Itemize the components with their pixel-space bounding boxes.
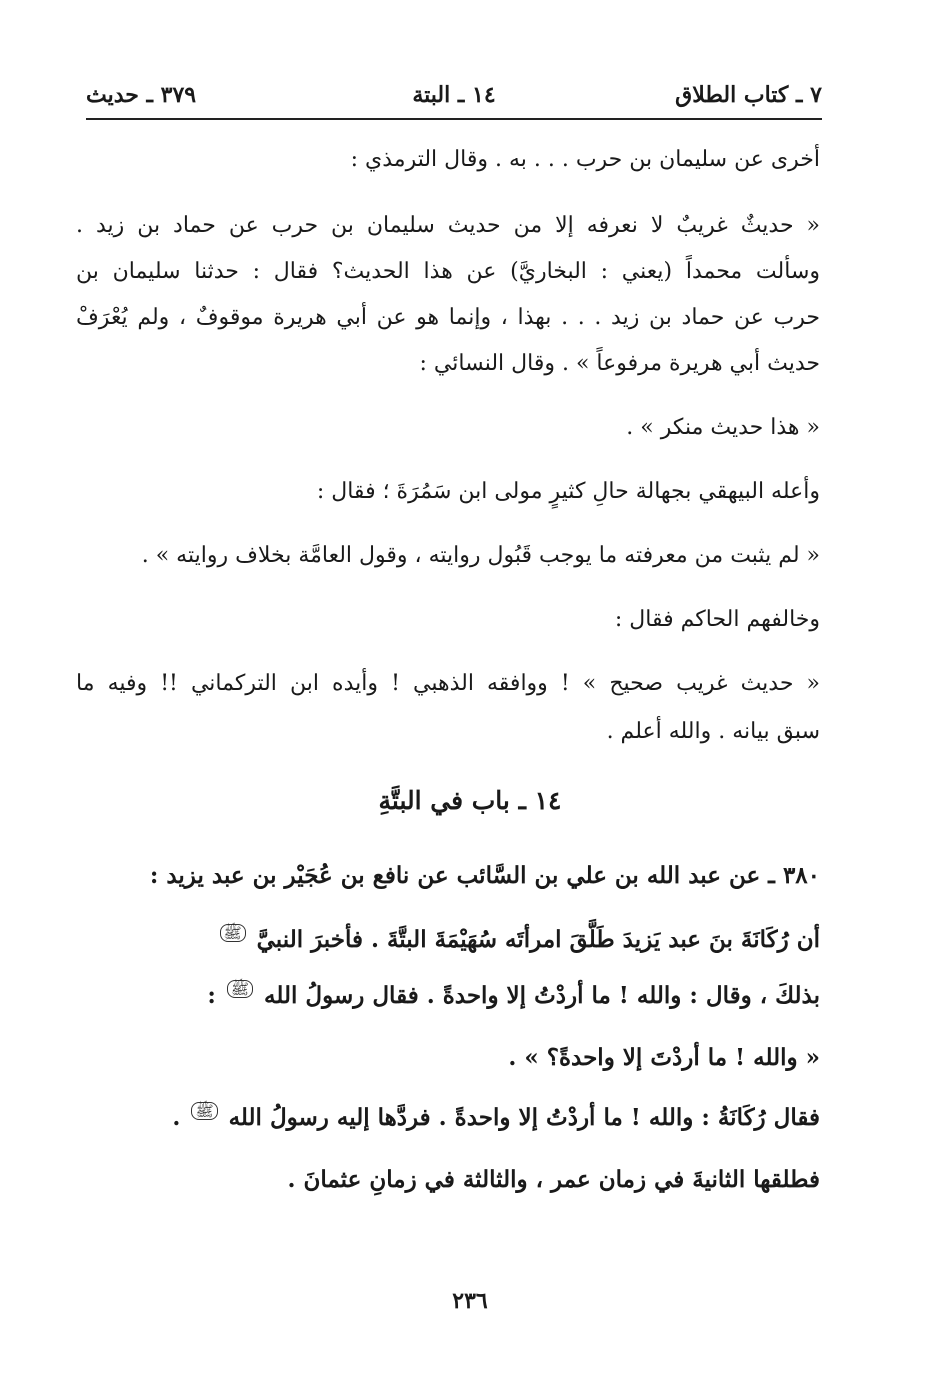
salla-glyph-icon: ﷺ	[220, 924, 246, 942]
body-line: حديث أبي هريرة مرفوعاً » . وقال النسائي :	[419, 351, 820, 376]
body-line: « حديثٌ غريبٌ لا نعرفه إلا من حديث سليمان بن حرب عن حماد بن زيد .	[76, 213, 821, 238]
body-line: وأعله البيهقي بجهالة حالِ كثيرٍ مولى ابن سَمُرَةَ ؛ فقال :	[316, 479, 820, 504]
hadith-text-end: :	[207, 982, 216, 1009]
hadith-line	[76, 922, 820, 958]
body-line: وسألت محمداً (يعني : البخاريَّ) عن هذا الحديث؟ فقال : حدثنا سليمان بن	[76, 259, 820, 284]
hadith-text: أن رُكَانَةَ بنَ عبد يَزيدَ طَلَّقَ امرأتَه سُهَيْمَةَ البتَّةَ . فأخبرَ النبيَّ	[256, 926, 820, 953]
running-header	[86, 74, 822, 114]
salla-glyph-icon: ﷺ	[227, 980, 253, 998]
body-line: أخرى عن سليمان بن حرب . . . به . وقال الترمذي :	[350, 147, 820, 172]
hadith-text-end: .	[172, 1104, 181, 1131]
body-line: حرب عن حماد بن زيد . . . بهذا ، وإنما هو عن أبي هريرة موقوفٌ ، ولم يُعْرَفْ	[76, 305, 820, 330]
body-line: وخالفهم الحاكم فقال :	[614, 607, 820, 632]
page-number: ٢٣٦	[452, 1288, 488, 1314]
hadith-line	[76, 978, 820, 1014]
hadith-line	[76, 1100, 820, 1136]
hadith-line: ٣٨٠ ـ عن عبد الله بن علي بن السَّائب عن نافع بن عُجَيْر بن عبد يزيد :	[149, 862, 820, 889]
header-chapter: ٧ ـ كتاب الطلاق	[675, 82, 822, 108]
quote-line: « هذا حديث منكر » .	[626, 415, 820, 440]
hadith-line: فطلقها الثانيةَ في زمان عمر ، والثالثة في زمانِ عثمانَ .	[287, 1166, 820, 1193]
header-rule	[86, 118, 822, 120]
salla-glyph-icon: ﷺ	[191, 1102, 217, 1120]
hadith-line: « والله ! ما أردْتَ إلا واحدةً؟ » .	[508, 1044, 820, 1071]
body-line: سبق بيانه . والله أعلم .	[606, 719, 820, 744]
hadith-text: بذلكَ ، وقال : والله ! ما أردْتُ إلا واحدةً . فقال رسولُ الله	[264, 982, 820, 1009]
header-hadith-number: ٣٧٩ ـ حديث	[86, 82, 197, 108]
header-section: ١٤ ـ البتة	[412, 82, 496, 108]
body-line: « حديث غريب صحيح » ! ووافقه الذهبي ! وأيده ابن التركماني !! وفيه ما	[76, 671, 820, 696]
section-heading: ١٤ ـ باب في البتَّةِ	[378, 786, 562, 815]
hadith-text: فقال رُكَانَةُ : والله ! ما أردْتُ إلا واحدةً . فردَّها إليه رسولُ الله	[228, 1104, 820, 1131]
quote-line: « لم يثبت من معرفته ما يوجب قَبُول روايته ، وقول العامَّة بخلاف روايته » .	[141, 543, 820, 568]
